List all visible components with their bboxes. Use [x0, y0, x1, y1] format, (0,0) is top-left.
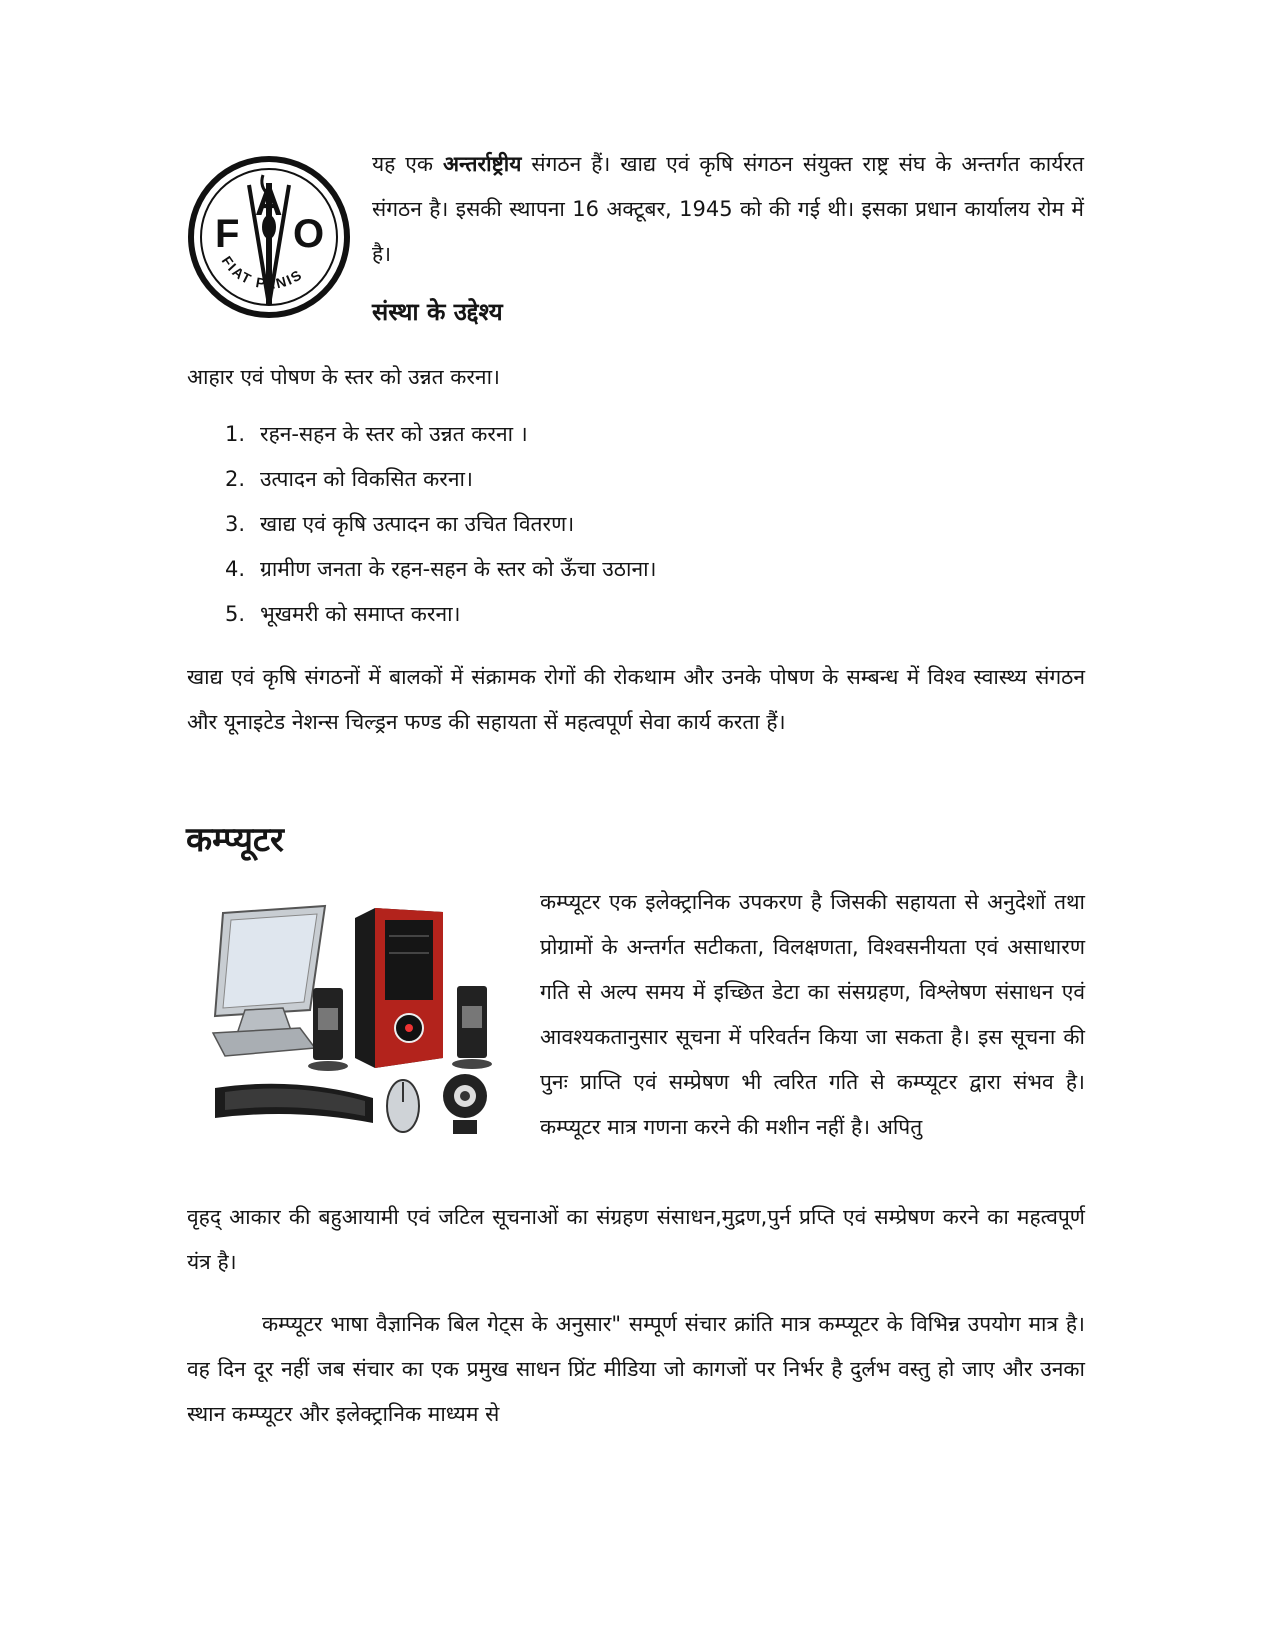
- logo-letter-a: A: [255, 182, 283, 224]
- computer-heading: कम्प्यूटर: [186, 820, 284, 860]
- bill-gates-paragraph: [187, 1302, 1085, 1437]
- objectives-list: [225, 412, 1085, 637]
- fao-intro-paragraph: [372, 142, 1084, 277]
- speaker-right-icon: [452, 986, 492, 1069]
- logo-letter-f: F: [215, 212, 240, 256]
- list-item: [225, 502, 1085, 547]
- list-item: [225, 412, 1085, 457]
- intro-pre: यह एक: [372, 152, 444, 176]
- fao-logo-icon: [187, 155, 352, 320]
- logo-motto-path: FIAT PANIS: [218, 253, 306, 292]
- keyboard-icon: [215, 1084, 373, 1123]
- list-item-number: 4.: [225, 557, 246, 581]
- list-item-number: 3.: [225, 512, 246, 536]
- bill-gates-text: कम्प्यूटर भाषा वैज्ञानिक बिल गेट्स के अनुसार" सम्पूर्ण संचार क्रांति मात्र कम्प्यूटर के विभिन्न उपयोग मात्र है। वह दिन दूर नहीं जब संचार का एक प्रमुख साधन प्रिंट मीडिया जो कागजों पर निर्भर है दुर्लभ वस्तु हो जाए और उनका स्थान कम्प्यूटर और इलेक्ट्रानिक माध्यम से: [187, 1312, 1085, 1426]
- list-item-number: 2.: [225, 467, 246, 491]
- list-item-number: 1.: [225, 422, 246, 446]
- objectives-heading: संस्था के उद्देश्य: [372, 298, 503, 326]
- list-item-text: भूखमरी को समाप्त करना।: [260, 602, 461, 626]
- list-item-number: 5.: [225, 602, 246, 626]
- aahar-line: आहार एवं पोषण के स्तर को उन्नत करना।: [187, 365, 500, 389]
- list-item-text: खाद्य एवं कृषि उत्पादन का उचित वितरण।: [260, 512, 575, 536]
- computer-paragraph-top: कम्प्यूटर एक इलेक्ट्रानिक उपकरण है जिसकी सहायता से अनुदेशों तथा प्रोग्रामों के अन्तर्गत सटीकता, विलक्षणता, विश्वसनीयता एवं असाधारण गति से अल्प समय में इच्छित डेटा का संसग्रहण, विश्लेषण संसाधन एवं आवश्यकतानुसार सूचना में परिवर्तन किया जा सकता है। इस सूचना की पुनः प्राप्ति एवं सम्प्रेषण भी त्वरित गति से कम्प्यूटर द्वारा संभव है। कम्प्यूटर मात्र गणना करने की मशीन नहीं है। अपितु: [540, 890, 1085, 1139]
- intro-post: संगठन हैं। खाद्य एवं कृषि संगठन संयुक्त राष्ट्र संघ के अन्तर्गत कार्यरत संगठन है। इसकी स्थापना 16 अक्टूबर, 1945 को की गई थी। इसका प्रधान कार्यालय रोम में है।: [372, 152, 1084, 266]
- list-item: [225, 547, 1085, 592]
- webcam-icon: [443, 1074, 487, 1134]
- speaker-left-icon: [308, 988, 348, 1071]
- monitor-icon: [213, 906, 325, 1056]
- list-item-text: ग्रामीण जनता के रहन-सहन के स्तर को ऊँचा उठाना।: [260, 557, 657, 581]
- mouse-icon: [387, 1080, 419, 1132]
- list-item: [225, 457, 1085, 502]
- intro-bold-word: अन्तर्राष्ट्रीय: [443, 152, 522, 176]
- fao-closing-paragraph: खाद्य एवं कृषि संगठनों में बालकों में संक्रामक रोगों की रोकथाम और उनके पोषण के सम्बन्ध में विश्व स्वास्थ्य संगठन और यूनाइटेड नेशन्स चिल्ड्रन फण्ड की सहायता सें महत्वपूर्ण सेवा कार्य करता हैं।: [187, 665, 1085, 734]
- computer-paragraph-bottom: वृहद् आकार की बहुआयामी एवं जटिल सूचनाओं का संग्रहण संसाधन,मुद्रण,पुर्न प्रप्ति एवं सम्प्रेषण करने का महत्वपूर्ण यंत्र है।: [187, 1205, 1085, 1274]
- computer-set-image: [205, 898, 520, 1166]
- cpu-tower-icon: [355, 908, 443, 1068]
- list-item-text: उत्पादन को विकसित करना।: [260, 467, 473, 491]
- logo-letter-o: O: [293, 212, 325, 256]
- list-item-text: रहन-सहन के स्तर को उन्नत करना ।: [260, 422, 528, 446]
- list-item: [225, 592, 1085, 637]
